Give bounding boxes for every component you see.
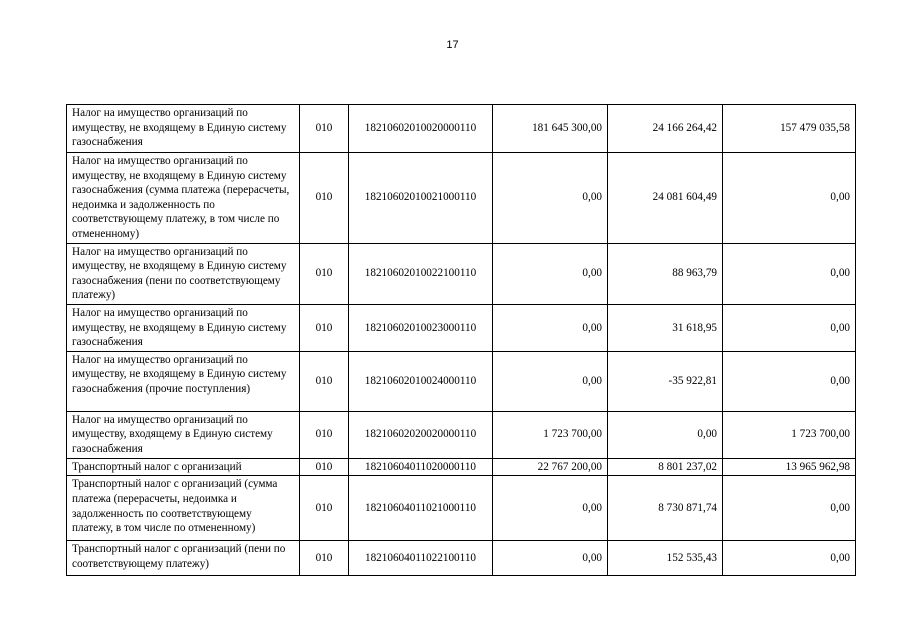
executed-amount-cell: 152 535,43 xyxy=(608,541,723,576)
unexecuted-amount-cell: 157 479 035,58 xyxy=(723,105,856,153)
executed-amount-cell: 8 801 237,02 xyxy=(608,458,723,476)
row-name-cell: Налог на имущество организаций по имуществу, не входящему в Единую систему газоснабжения (сумма платежа (перерасчеты, недоимка и задолженность по соответствующему платежу, в том числе по отмененному) xyxy=(67,153,300,244)
line-code-cell: 010 xyxy=(300,458,349,476)
approved-amount-cell: 181 645 300,00 xyxy=(493,105,608,153)
approved-amount-cell: 0,00 xyxy=(493,243,608,304)
executed-amount-cell: 0,00 xyxy=(608,411,723,458)
unexecuted-amount-cell: 0,00 xyxy=(723,304,856,351)
row-name-cell: Налог на имущество организаций по имуществу, не входящему в Единую систему газоснабжения (пени по соответствующему платежу) xyxy=(67,243,300,304)
approved-amount-cell: 0,00 xyxy=(493,304,608,351)
table-row xyxy=(67,476,856,541)
budget-classification-code-cell: 18210602020020000110 xyxy=(349,411,493,458)
budget-revenue-table xyxy=(66,104,856,576)
executed-amount-cell: -35 922,81 xyxy=(608,351,723,411)
budget-classification-code-cell: 18210604011020000110 xyxy=(349,458,493,476)
line-code-cell: 010 xyxy=(300,105,349,153)
row-name-cell: Налог на имущество организаций по имуществу, не входящему в Единую систему газоснабжения xyxy=(67,105,300,153)
line-code-cell: 010 xyxy=(300,476,349,541)
approved-amount-cell: 0,00 xyxy=(493,153,608,244)
row-name-cell: Налог на имущество организаций по имуществу, не входящему в Единую систему газоснабжения xyxy=(67,304,300,351)
unexecuted-amount-cell: 0,00 xyxy=(723,351,856,411)
budget-classification-code-cell: 18210602010021000110 xyxy=(349,153,493,244)
executed-amount-cell: 88 963,79 xyxy=(608,243,723,304)
table-row xyxy=(67,304,856,351)
approved-amount-cell: 0,00 xyxy=(493,351,608,411)
row-name-cell: Налог на имущество организаций по имуществу, не входящему в Единую систему газоснабжения (прочие поступления) xyxy=(67,351,300,411)
budget-classification-code-cell: 18210602010020000110 xyxy=(349,105,493,153)
line-code-cell: 010 xyxy=(300,243,349,304)
budget-classification-code-cell: 18210602010022100110 xyxy=(349,243,493,304)
line-code-cell: 010 xyxy=(300,304,349,351)
approved-amount-cell: 1 723 700,00 xyxy=(493,411,608,458)
table-row xyxy=(67,105,856,153)
unexecuted-amount-cell: 0,00 xyxy=(723,153,856,244)
table-row xyxy=(67,458,856,476)
budget-classification-code-cell: 18210602010023000110 xyxy=(349,304,493,351)
unexecuted-amount-cell: 1 723 700,00 xyxy=(723,411,856,458)
executed-amount-cell: 8 730 871,74 xyxy=(608,476,723,541)
table-row xyxy=(67,153,856,244)
table-row xyxy=(67,411,856,458)
line-code-cell: 010 xyxy=(300,351,349,411)
table-row xyxy=(67,351,856,411)
line-code-cell: 010 xyxy=(300,411,349,458)
unexecuted-amount-cell: 0,00 xyxy=(723,243,856,304)
executed-amount-cell: 31 618,95 xyxy=(608,304,723,351)
row-name-cell: Транспортный налог с организаций (пени по соответствующему платежу) xyxy=(67,541,300,576)
approved-amount-cell: 0,00 xyxy=(493,541,608,576)
budget-classification-code-cell: 18210604011022100110 xyxy=(349,541,493,576)
row-name-cell: Транспортный налог с организаций xyxy=(67,458,300,476)
unexecuted-amount-cell: 0,00 xyxy=(723,541,856,576)
line-code-cell: 010 xyxy=(300,541,349,576)
budget-classification-code-cell: 18210602010024000110 xyxy=(349,351,493,411)
table-row xyxy=(67,243,856,304)
approved-amount-cell: 0,00 xyxy=(493,476,608,541)
table-row xyxy=(67,541,856,576)
executed-amount-cell: 24 166 264,42 xyxy=(608,105,723,153)
approved-amount-cell: 22 767 200,00 xyxy=(493,458,608,476)
budget-classification-code-cell: 18210604011021000110 xyxy=(349,476,493,541)
unexecuted-amount-cell: 0,00 xyxy=(723,476,856,541)
unexecuted-amount-cell: 13 965 962,98 xyxy=(723,458,856,476)
page-number: 17 xyxy=(446,39,459,51)
line-code-cell: 010 xyxy=(300,153,349,244)
row-name-cell: Налог на имущество организаций по имуществу, входящему в Единую систему газоснабжения xyxy=(67,411,300,458)
executed-amount-cell: 24 081 604,49 xyxy=(608,153,723,244)
row-name-cell: Транспортный налог с организаций (сумма платежа (перерасчеты, недоимка и задолженность по соответствующему платежу, в том числе по отмененному) xyxy=(67,476,300,541)
